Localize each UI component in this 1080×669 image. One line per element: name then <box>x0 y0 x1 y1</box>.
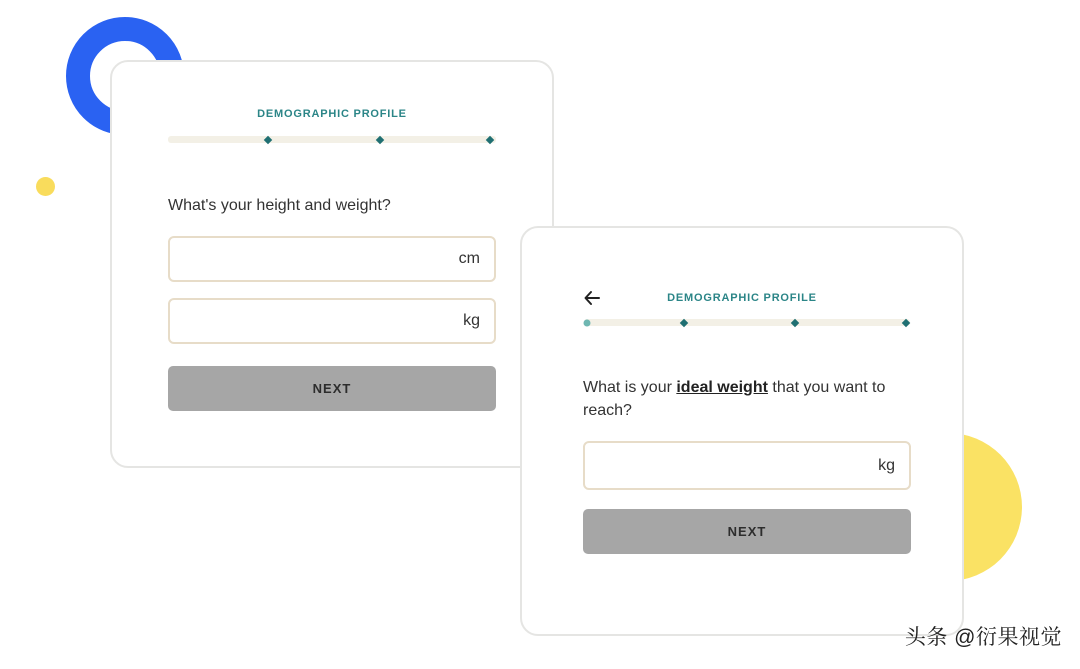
question-text: What's your height and weight? <box>168 197 391 214</box>
weight-unit: kg <box>463 312 480 329</box>
progress-step-marker <box>486 135 494 143</box>
weight-field[interactable] <box>168 298 496 344</box>
ideal-weight-card <box>520 226 964 636</box>
height-unit: cm <box>458 250 480 267</box>
progress-step-marker <box>264 135 272 143</box>
next-button[interactable]: NEXT <box>583 509 911 554</box>
ideal-weight-field[interactable] <box>583 441 911 490</box>
ideal-weight-unit: kg <box>878 456 895 474</box>
progress-step-marker <box>376 135 384 143</box>
progress-step-marker <box>680 318 688 326</box>
progress-step-marker <box>902 318 910 326</box>
ideal-weight-input[interactable] <box>597 456 828 476</box>
progress-current-indicator <box>584 319 591 326</box>
question-emphasis: ideal weight <box>676 379 768 396</box>
progress-bar <box>168 136 496 143</box>
weight-input[interactable] <box>182 311 413 331</box>
yellow-dot-decoration <box>36 177 55 196</box>
height-field[interactable] <box>168 236 496 282</box>
section-title: DEMOGRAPHIC PROFILE <box>667 292 817 304</box>
progress-step-marker <box>791 318 799 326</box>
question-text <box>583 376 913 422</box>
question-prefix: What is your <box>583 379 677 396</box>
height-weight-card <box>110 60 554 468</box>
section-title: DEMOGRAPHIC PROFILE <box>257 108 407 120</box>
question-suffix: that you want to reach? <box>583 379 886 419</box>
next-button[interactable]: NEXT <box>168 366 496 411</box>
height-input[interactable] <box>182 249 413 269</box>
progress-bar <box>584 319 910 326</box>
watermark-text: 头条 @衍果视觉 <box>904 626 1062 649</box>
